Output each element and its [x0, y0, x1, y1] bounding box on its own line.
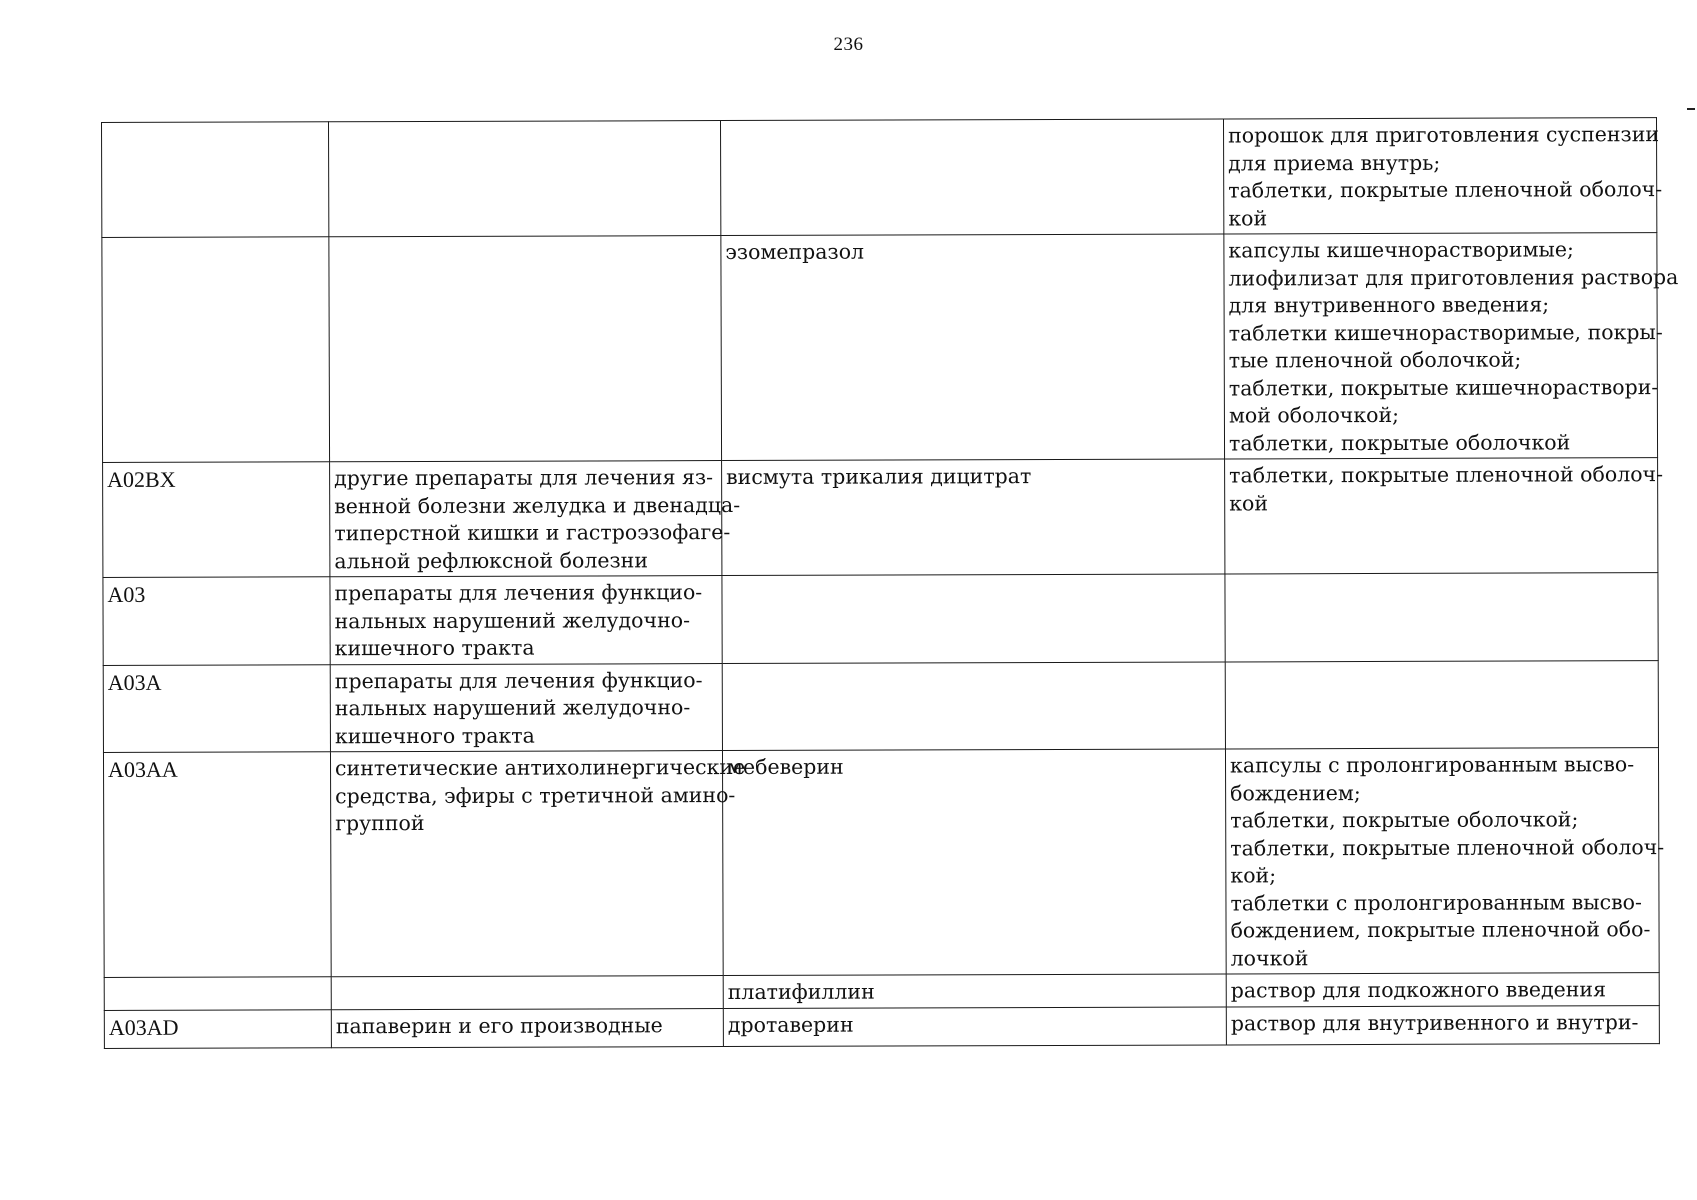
drug-table [101, 117, 1679, 1048]
drug-group-line: венной болезни желудка и двенадца- [334, 492, 741, 518]
drug-group-line: кишечного тракта [334, 635, 535, 661]
drug-name-cell: платифиллин [723, 974, 1226, 1008]
dosage-form-line: капсулы с пролонгированным высво- [1229, 752, 1635, 778]
atc-code-cell: A03A [103, 664, 330, 752]
drug-group-line: нальных нарушений желудочно- [334, 695, 691, 721]
atc-code-cell: A03AA [103, 752, 331, 978]
drug-name-cell [722, 661, 1225, 750]
dosage-form-line: бождением; [1230, 780, 1361, 805]
drug-group-cell [330, 663, 722, 752]
dosage-form-line: мой оболочкой; [1228, 402, 1400, 428]
drug-name-cell [722, 574, 1225, 663]
dosage-form-line: таблетки, покрытые кишечнораствори- [1228, 374, 1659, 400]
drug-group-line: альной рефлюксной болезни [334, 547, 649, 573]
drug-group-line: препараты для лечения функцио- [334, 580, 703, 606]
drug-group-line: группой [335, 810, 425, 836]
table-row [103, 748, 1659, 978]
atc-code-cell: A03 [103, 577, 330, 665]
dosage-forms-cell [1225, 660, 1658, 749]
table-row [103, 458, 1658, 578]
drug-group-line: средства, эфиры с третичной амино- [335, 782, 736, 808]
table-row [103, 573, 1658, 665]
dosage-form-line: таблетки, покрытые оболочкой; [1230, 807, 1579, 833]
dosage-form-line: кой; [1230, 863, 1277, 888]
dosage-forms-cell [1225, 573, 1658, 662]
drug-name-cell: дротаверин [723, 1006, 1226, 1046]
drug-name-cell: висмута трикалия дицитрат [722, 459, 1225, 576]
drug-name-cell [720, 119, 1223, 236]
dosage-forms-cell [1223, 118, 1663, 234]
atc-code-cell: A03AD [104, 1009, 331, 1048]
dosage-forms-cell [1226, 973, 1659, 1007]
dosage-form-line: таблетки, покрытые оболочкой [1228, 429, 1571, 455]
drug-group-cell [331, 1008, 723, 1047]
page-number: 236 [833, 34, 864, 55]
dosage-forms-cell [1224, 233, 1679, 459]
atc-code-cell [102, 122, 329, 238]
drug-name-cell: мебеверин [722, 749, 1226, 976]
drug-group-line: другие препараты для лечения яз- [334, 465, 714, 491]
dosage-form-line: лиофилизат для приготовления раствора [1228, 264, 1679, 290]
dosage-forms-cell [1225, 458, 1664, 574]
drug-name-cell: эзомепразол [721, 234, 1225, 461]
dosage-form-line: для внутривенного введения; [1228, 292, 1550, 318]
drug-group-cell [330, 461, 741, 577]
table-row [102, 233, 1658, 463]
dosage-form-line: таблетки кишечнорастворимые, покры- [1228, 319, 1663, 345]
dosage-form-line: таблетки, покрытые пленочной оболоч- [1228, 177, 1663, 203]
drug-group-line: синтетические антихолинергические [334, 754, 746, 781]
drug-group-line: кишечного тракта [334, 723, 535, 748]
atc-code-cell [104, 977, 331, 1010]
dosage-form-line: тые пленочной оболочкой; [1228, 347, 1522, 373]
drug-group-cell [330, 576, 722, 665]
dosage-form-line: таблетки, покрытые пленочной оболоч- [1230, 834, 1665, 860]
drug-group-line: папаверин и его производные [335, 1012, 663, 1038]
dosage-form-line: капсулы кишечнорастворимые; [1228, 237, 1574, 263]
table-row [104, 973, 1659, 1010]
drug-group-line: нальных нарушений желудочно- [334, 607, 691, 633]
dosage-form-line: кой [1229, 490, 1269, 515]
atc-code-cell [102, 237, 330, 463]
dosage-form-line: раствор для подкожного введения [1230, 977, 1607, 1003]
drug-group-cell [329, 121, 721, 237]
edge-mark [1687, 108, 1695, 110]
dosage-forms-cell [1225, 748, 1665, 974]
dosage-form-line: таблетки с пролонгированным высво- [1230, 889, 1642, 915]
dosage-form-line: лочкой [1230, 945, 1309, 970]
atc-code-cell: A02BX [103, 462, 330, 578]
dosage-form-line: бождением, покрытые пленочной обо- [1230, 917, 1651, 943]
drug-group-cell [331, 976, 723, 1010]
table-row [104, 1005, 1659, 1048]
table-row [102, 118, 1657, 238]
drug-group-cell [330, 751, 746, 977]
drug-group-line: препараты для лечения функцио- [334, 667, 703, 693]
dosage-form-line: кой [1228, 205, 1268, 230]
table-row [103, 660, 1658, 752]
dosage-form-line: порошок для приготовления суспензии [1228, 122, 1660, 148]
dosage-forms-cell [1226, 1005, 1659, 1044]
dosage-form-line: таблетки, покрытые пленочной оболоч- [1229, 462, 1664, 488]
drug-group-line: типерстной кишки и гастроэзофаге- [334, 520, 731, 546]
drug-group-cell [329, 236, 722, 462]
dosage-form-line: для приема внутрь; [1228, 150, 1441, 175]
table-body [102, 118, 1679, 1048]
dosage-form-line: раствор для внутривенного и внутри- [1230, 1009, 1639, 1035]
